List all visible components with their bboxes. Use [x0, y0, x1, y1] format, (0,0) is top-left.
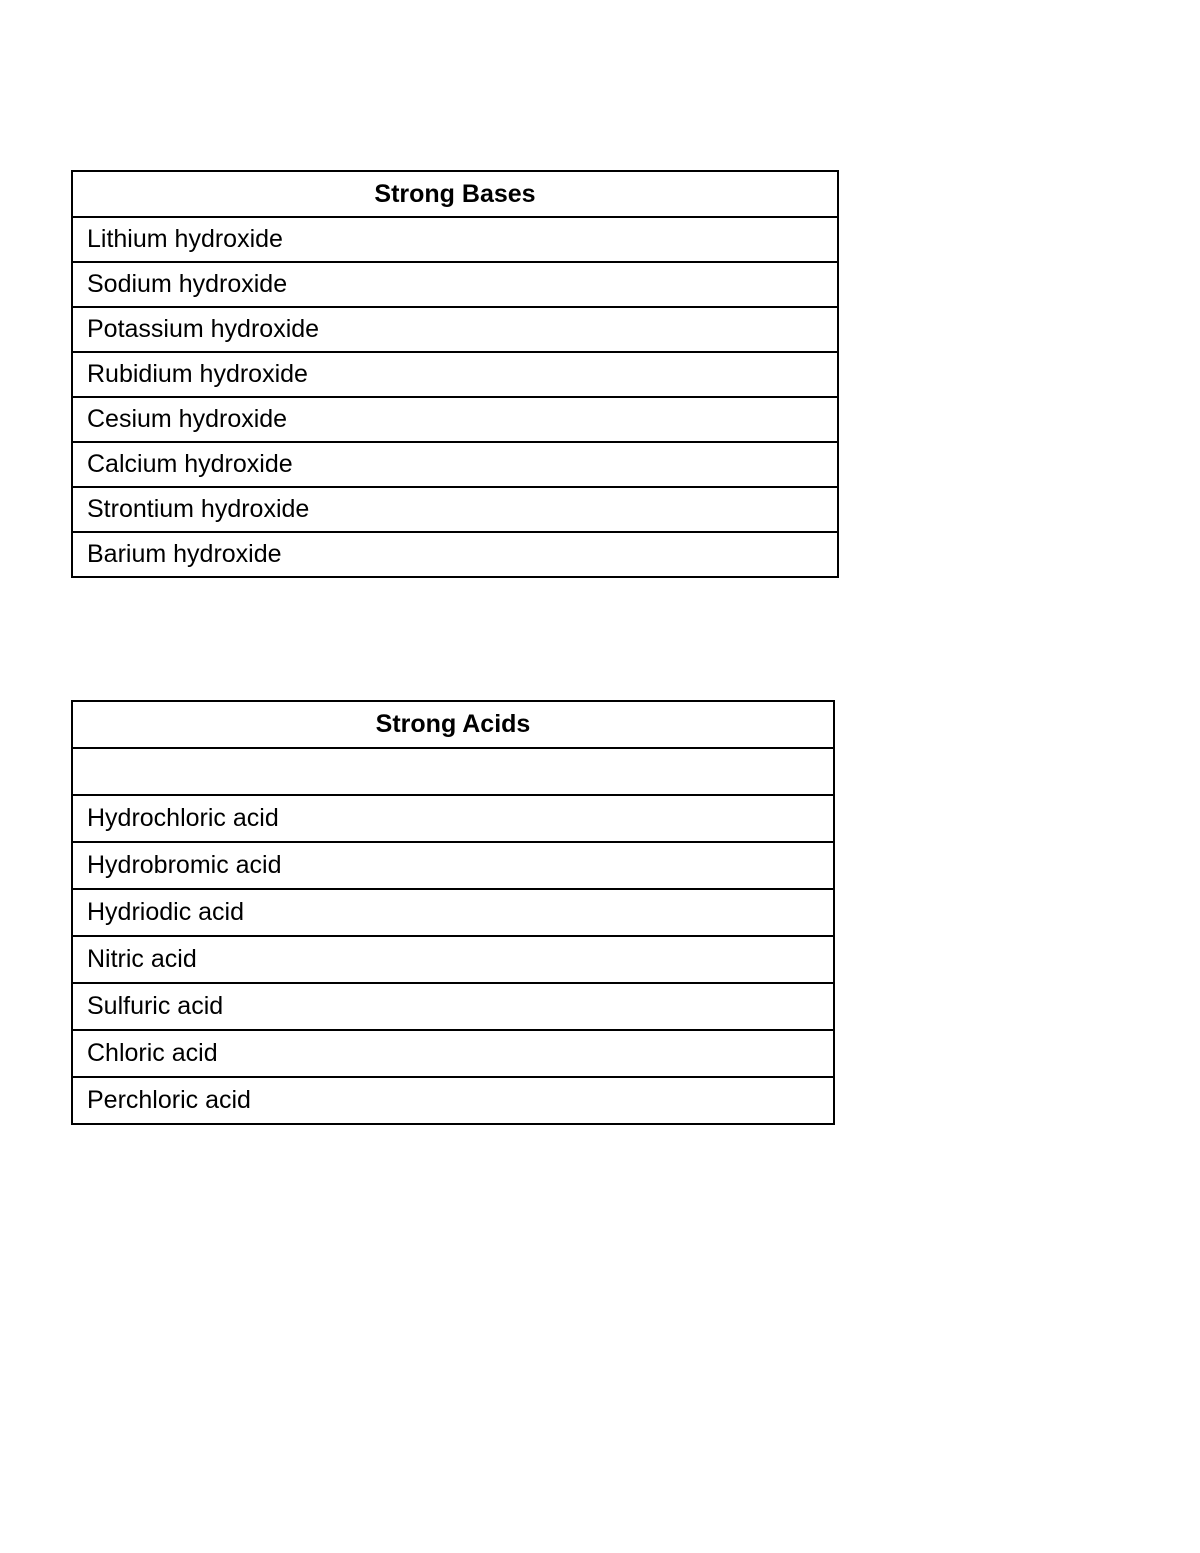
table-row — [72, 397, 838, 442]
strong-acids-header: Strong Acids — [72, 701, 834, 748]
table-cell: Sulfuric acid — [72, 983, 834, 1030]
table-row — [72, 1077, 834, 1124]
table-cell: Hydrobromic acid — [72, 842, 834, 889]
table-cell: Barium hydroxide — [72, 532, 838, 577]
table-cell: Calcium hydroxide — [72, 442, 838, 487]
table-cell: Hydrochloric acid — [72, 795, 834, 842]
table-row — [72, 442, 838, 487]
table-row — [72, 889, 834, 936]
strong-bases-table — [71, 170, 839, 578]
table-row — [72, 795, 834, 842]
table-cell: Strontium hydroxide — [72, 487, 838, 532]
table-header-row — [72, 701, 834, 748]
table-cell: Perchloric acid — [72, 1077, 834, 1124]
table-row — [72, 983, 834, 1030]
table-row — [72, 748, 834, 795]
table-cell: Hydriodic acid — [72, 889, 834, 936]
table-cell: Cesium hydroxide — [72, 397, 838, 442]
table-header-row — [72, 171, 838, 217]
table-row — [72, 262, 838, 307]
table-row — [72, 217, 838, 262]
table-cell: Rubidium hydroxide — [72, 352, 838, 397]
table-row — [72, 936, 834, 983]
table-cell: Sodium hydroxide — [72, 262, 838, 307]
empty-table-cell — [72, 748, 834, 795]
table-cell: Nitric acid — [72, 936, 834, 983]
table-cell: Potassium hydroxide — [72, 307, 838, 352]
table-row — [72, 842, 834, 889]
table-row — [72, 487, 838, 532]
table-cell: Lithium hydroxide — [72, 217, 838, 262]
table-row — [72, 352, 838, 397]
table-row — [72, 307, 838, 352]
table-row — [72, 532, 838, 577]
table-row — [72, 1030, 834, 1077]
strong-bases-header: Strong Bases — [72, 171, 838, 217]
strong-acids-table — [71, 700, 835, 1125]
table-cell: Chloric acid — [72, 1030, 834, 1077]
